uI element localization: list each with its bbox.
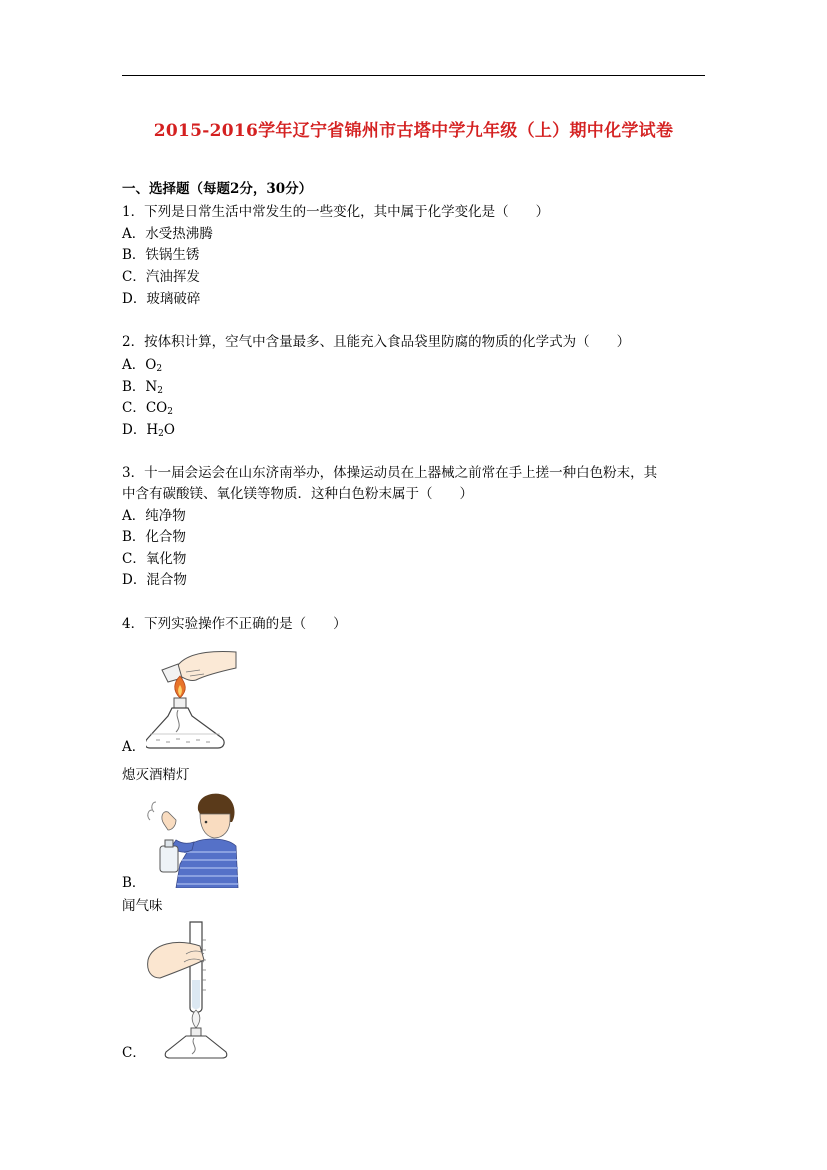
- q2-option-a: A．$O_2$: [122, 357, 163, 374]
- q1-option-a: A．水受热沸腾: [122, 226, 213, 242]
- q3-option-c: C．氧化物: [122, 551, 187, 567]
- header-rule: [122, 75, 705, 76]
- q1-option-b: B．铁锅生锈: [122, 247, 200, 263]
- q2-option-b: B．$N_2$: [122, 379, 163, 396]
- q4-option-b-letter: B．: [122, 875, 146, 891]
- q1-stem: 1．下列是日常生活中常发生的一些变化，其中属于化学变化是（ ）: [122, 204, 550, 220]
- q4-option-b-caption: 闻气味: [122, 898, 163, 914]
- q3-stem-line2: 中含有碳酸镁、氧化镁等物质．这种白色粉末属于（ ）: [122, 486, 473, 502]
- q1-option-c: C．汽油挥发: [122, 269, 200, 285]
- q2-stem: 2．按体积计算，空气中含量最多、且能充入食品袋里防腐的物质的化学式为（ ）: [122, 334, 631, 350]
- section-heading: 一、选择题（每题2分，30分）: [122, 181, 313, 197]
- q4-stem: 4．下列实验操作不正确的是（ ）: [122, 616, 347, 632]
- q3-option-a: A．纯净物: [122, 508, 186, 524]
- q4-option-c-letter: C．: [122, 1045, 146, 1061]
- q2-option-c: C．$CO_2$: [122, 400, 173, 417]
- smell-gas-figure: [146, 790, 240, 888]
- q3-option-b: B．化合物: [122, 529, 186, 545]
- extinguish-alcohol-lamp-figure: [146, 646, 238, 754]
- q1-option-d: D．玻璃破碎: [122, 291, 201, 307]
- q4-option-a-caption: 熄灭酒精灯: [122, 767, 190, 783]
- q3-stem-line1: 3．十一届会运会在山东济南举办，体操运动员在上器械之前常在手上搓一种白色粉末，其: [122, 465, 658, 481]
- heat-test-tube-figure: [146, 920, 232, 1060]
- q4-option-a-letter: A．: [122, 739, 146, 755]
- q3-option-d: D．混合物: [122, 572, 187, 588]
- page-title: 2015-2016学年辽宁省锦州市古塔中学九年级（上）期中化学试卷: [153, 121, 674, 141]
- q2-option-d: D．$H_2O$: [122, 422, 175, 439]
